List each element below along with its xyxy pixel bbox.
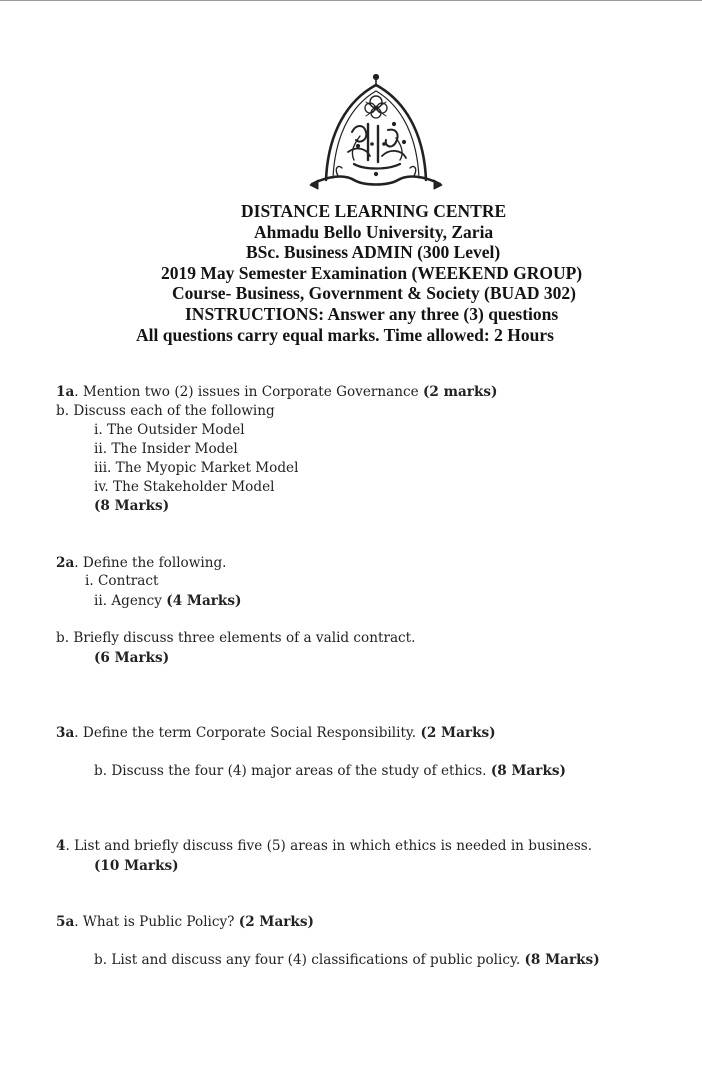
header-programme: BSc. Business ADMIN (300 Level)	[246, 242, 501, 263]
exam-header	[0, 201, 702, 345]
q3a-marks: (2 Marks)	[420, 725, 496, 741]
q3a-line	[56, 724, 496, 742]
q5a-line	[56, 913, 314, 931]
q1a-number: 1a	[56, 384, 75, 400]
q2b-text: b. Briefly discuss three elements of a valid contract.	[56, 630, 416, 646]
q1a-marks: (2 marks)	[422, 384, 498, 400]
header-university: Ahmadu Bello University, Zaria	[254, 221, 494, 242]
university-crest-logo	[308, 72, 444, 194]
q1b-item-stakeholder: iv. The Stakeholder Model	[94, 479, 275, 495]
q2a-number: 2a	[56, 555, 75, 571]
q4-line	[56, 837, 592, 855]
top-border	[0, 0, 702, 1]
q1b-text: b. Discuss each of the following	[56, 403, 275, 419]
q1b-marks: (8 Marks)	[94, 498, 170, 514]
header-centre-name: DISTANCE LEARNING CENTRE	[241, 201, 507, 221]
q3a-text: . Define the term Corporate Social Responsibility.	[74, 725, 421, 741]
q1a-line	[56, 383, 497, 401]
q2a-text: . Define the following.	[74, 555, 227, 571]
q4-number: 4	[56, 838, 66, 854]
q1b-item-myopic: iii. The Myopic Market Model	[94, 460, 299, 476]
q5b-line	[94, 951, 600, 969]
q3b-text: b. Discuss the four (4) major areas of the study of ethics.	[94, 763, 491, 779]
q5b-text: b. List and discuss any four (4) classifications of public policy.	[94, 952, 525, 968]
header-exam: 2019 May Semester Examination (WEEKEND GROUP)	[161, 262, 583, 283]
q4-marks: (10 Marks)	[94, 858, 179, 874]
q1b-item-outsider: i. The Outsider Model	[94, 422, 245, 438]
q3a-number: 3a	[56, 725, 75, 741]
q3b-line	[94, 762, 566, 780]
q2b-marks: (6 Marks)	[94, 650, 170, 666]
q1a-text: . Mention two (2) issues in Corporate Governance	[74, 384, 423, 400]
q2a-item-contract: i. Contract	[85, 573, 159, 589]
q5a-marks: (2 Marks)	[238, 914, 314, 930]
q2a-item-agency-line	[94, 592, 241, 610]
q1b-item-insider: ii. The Insider Model	[94, 441, 238, 457]
header-course: Course- Business, Government & Society (BUAD 302)	[172, 283, 576, 304]
q2a-marks: (4 Marks)	[166, 593, 242, 609]
q2a-line	[56, 554, 227, 572]
q5b-marks: (8 Marks)	[524, 952, 600, 968]
q4-text: . List and briefly discuss five (5) areas in which ethics is needed in business.	[65, 838, 593, 854]
header-rules: All questions carry equal marks. Time allowed: 2 Hours	[136, 324, 554, 345]
q3b-marks: (8 Marks)	[490, 763, 566, 779]
q5a-number: 5a	[56, 914, 75, 930]
q2a-item-agency: ii. Agency	[94, 593, 167, 609]
header-instructions: INSTRUCTIONS: Answer any three (3) questions	[185, 303, 559, 324]
q5a-text: . What is Public Policy?	[74, 914, 239, 930]
